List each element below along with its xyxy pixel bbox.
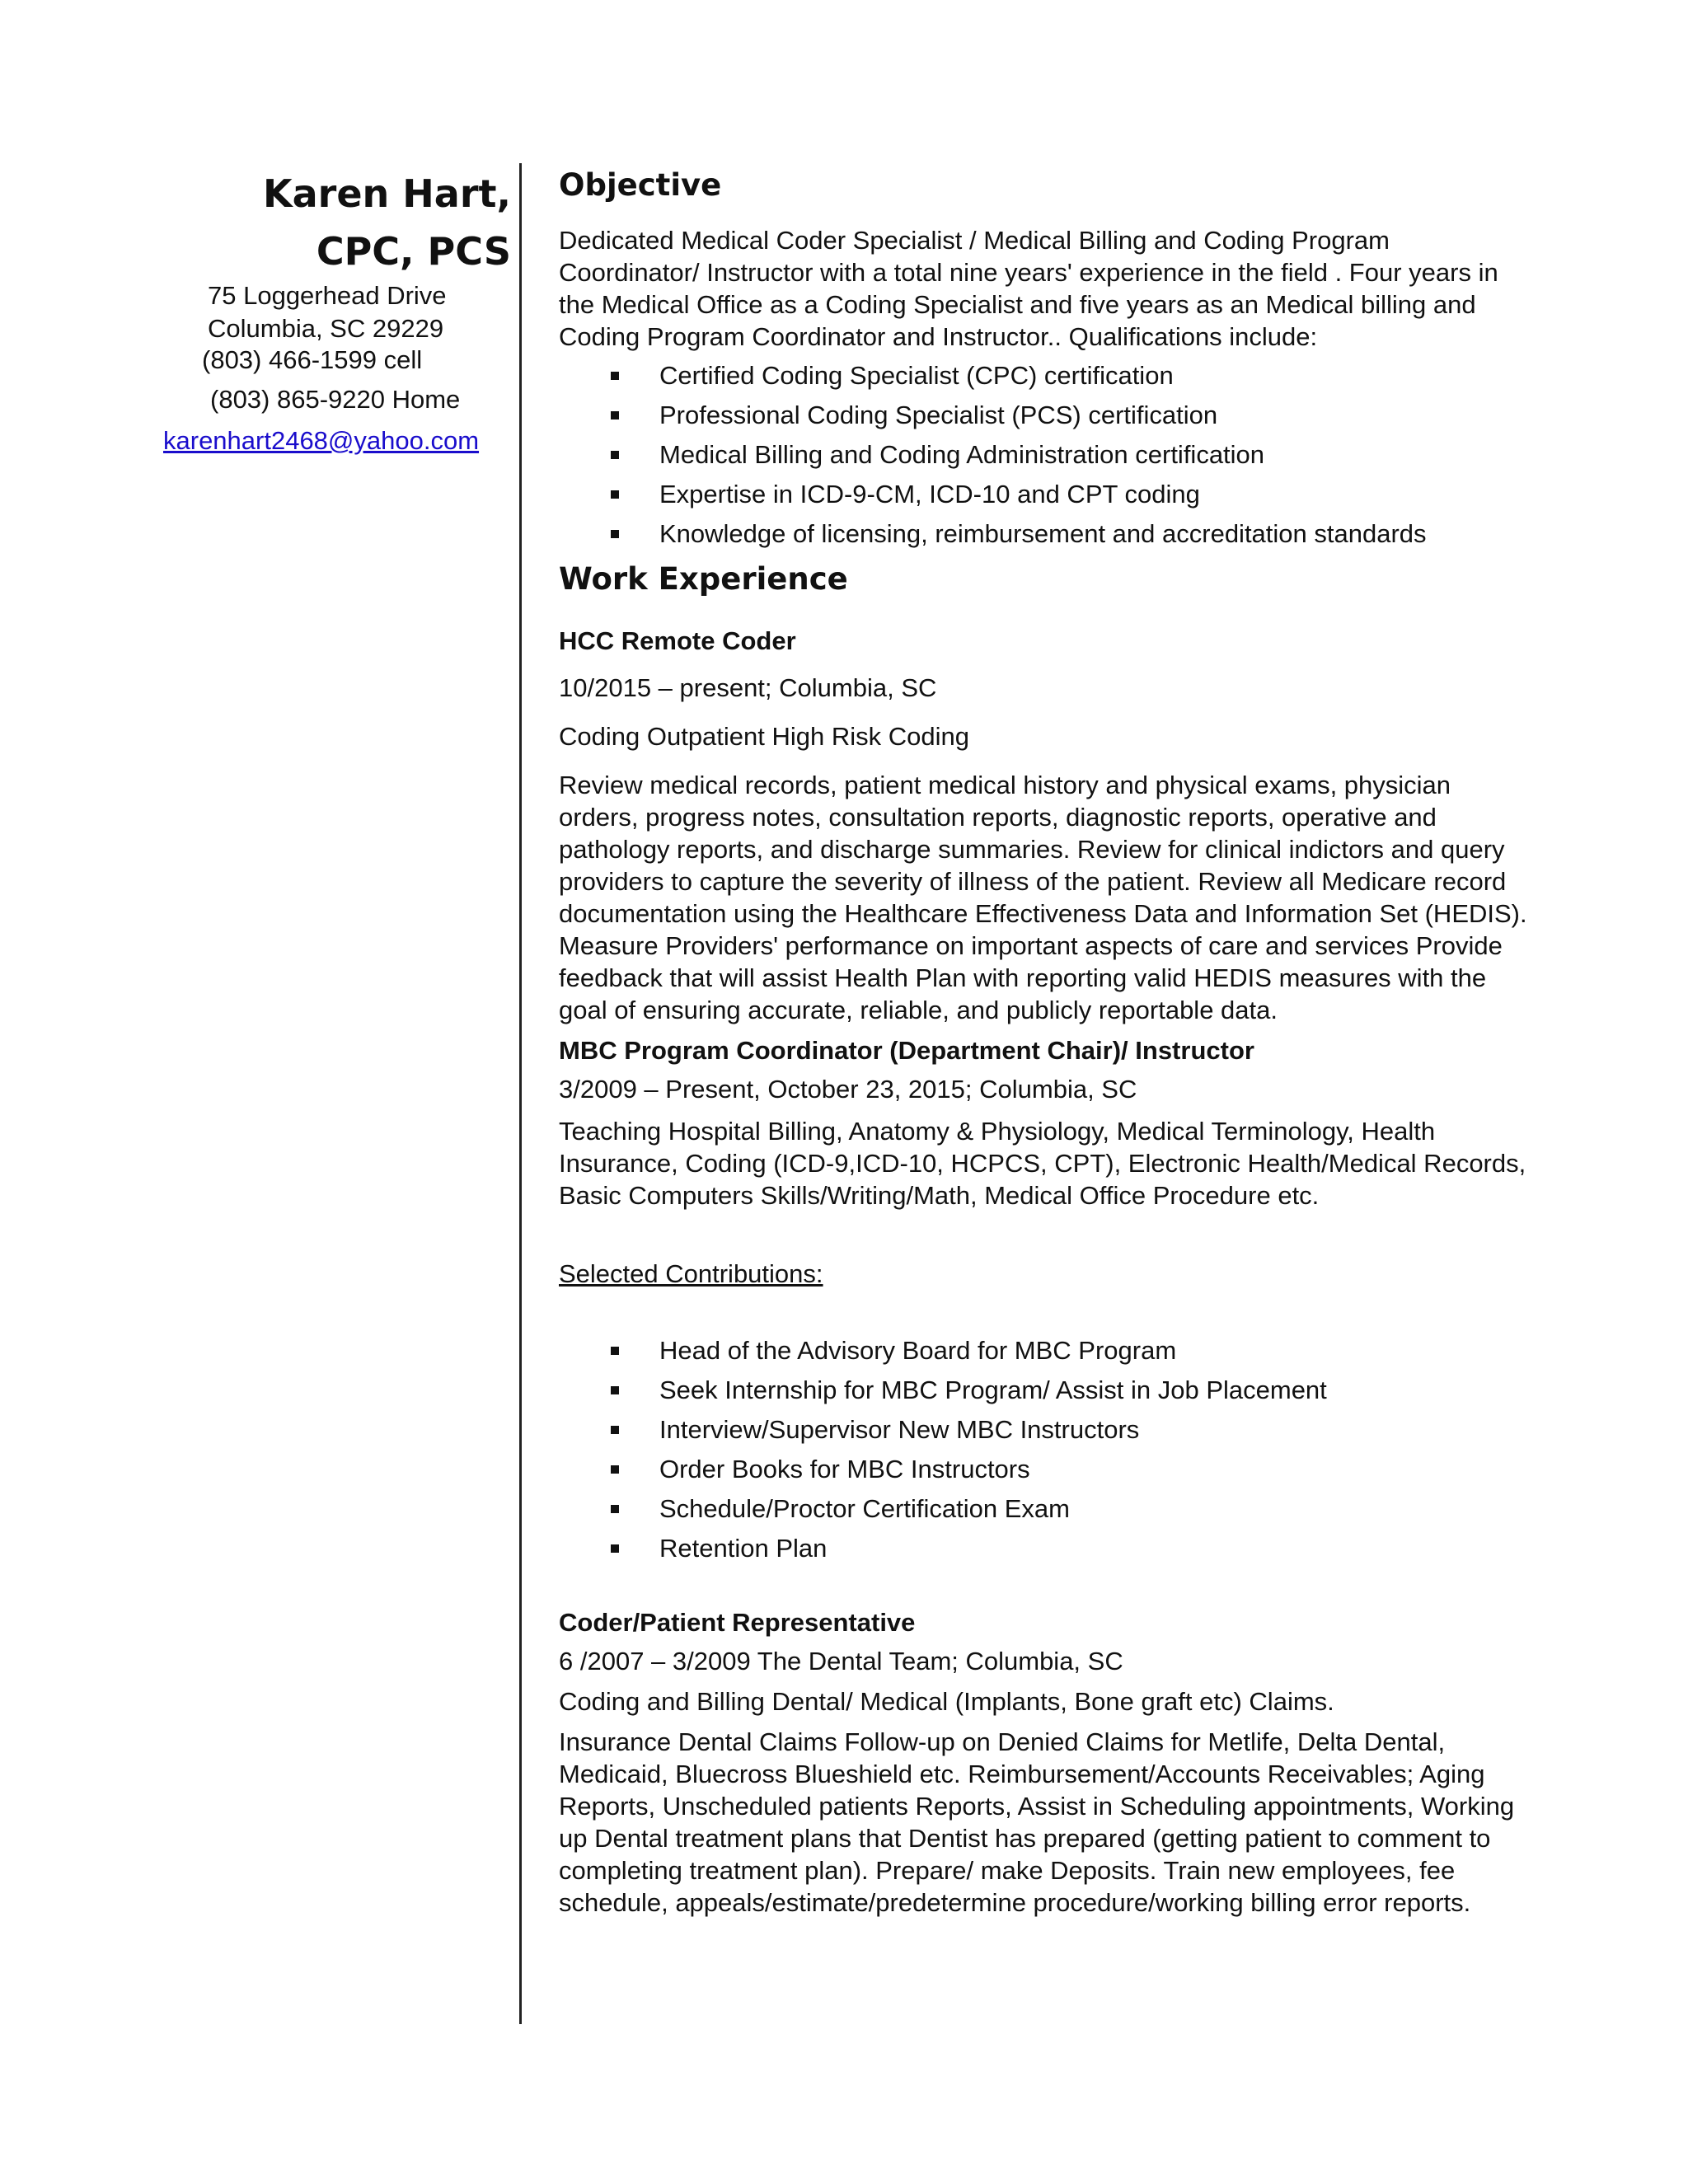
objective-summary: Dedicated Medical Coder Specialist / Medical Billing and Coding Program Coordinator/ Instructor with a total nine years' experience in the field . Four years in the Medical Office as a Coding Specialist and five years as an Medical billing and Coding Program Coordinator and Instructor.. Qualifications include: <box>559 226 1498 351</box>
job-dates: 6 /2007 – 3/2009 The Dental Team; Columbia, SC <box>559 1647 1123 1675</box>
list-item: Schedule/Proctor Certification Exam <box>559 1489 1531 1529</box>
phone-cell: (803) 466-1599 cell <box>202 345 423 374</box>
job-description: Review medical records, patient medical history and physical exams, physician orders, progress notes, consultation reports, diagnostic reports, operative and pathology reports, and discharge summaries. Review for clinical indictors and query providers to capture the severity of illness of the patient. Review all Medicare record documentation using the Healthcare Effectiveness Data and Information Set (HEDIS). Measure Providers' performance on important aspects of care and services Provide feedback that will assist Health Plan with reporting valid HEDIS measures with the goal of ensuring accurate, reliable, and publicly reportable data. <box>559 771 1527 1024</box>
list-item: Medical Billing and Coding Administration certification <box>559 435 1531 475</box>
job-title: MBC Program Coordinator (Department Chair)/ Instructor <box>559 1036 1254 1065</box>
name-line-2: CPC, PCS <box>316 229 511 274</box>
job-description: Teaching Hospital Billing, Anatomy & Physiology, Medical Terminology, Health Insurance, Coding (ICD-9,ICD-10, HCPCS, CPT), Electronic Health/Medical Records, Basic Computers Skills/Writing/Math, Medical Office Procedure etc. <box>559 1117 1526 1210</box>
name-line-1: Karen Hart, <box>262 171 511 216</box>
list-item: Knowledge of licensing, reimbursement and accreditation standards <box>559 514 1531 554</box>
contributions-heading: Selected Contributions: <box>559 1259 823 1288</box>
main-content <box>559 165 1531 1919</box>
list-item: Seek Internship for MBC Program/ Assist in Job Placement <box>559 1371 1531 1410</box>
list-item: Certified Coding Specialist (CPC) certification <box>559 356 1531 396</box>
objective-heading: Objective <box>559 167 722 203</box>
list-item: Head of the Advisory Board for MBC Program <box>559 1331 1531 1371</box>
list-item: Interview/Supervisor New MBC Instructors <box>559 1410 1531 1450</box>
email-link[interactable]: karenhart2468@yahoo.com <box>163 426 480 455</box>
address-line-1: 75 Loggerhead Drive <box>208 281 447 310</box>
contributions-list <box>559 1331 1531 1568</box>
list-item: Professional Coding Specialist (PCS) certification <box>559 396 1531 435</box>
job-dates: 10/2015 – present; Columbia, SC <box>559 673 937 702</box>
job-title: Coder/Patient Representative <box>559 1608 916 1637</box>
phone-home: (803) 865-9220 Home <box>210 385 461 414</box>
job-subtitle: Coding Outpatient High Risk Coding <box>559 722 969 751</box>
job-dates: 3/2009 – Present, October 23, 2015; Columbia, SC <box>559 1075 1137 1104</box>
name-block <box>124 165 511 280</box>
job-title: HCC Remote Coder <box>559 626 796 655</box>
job-description: Insurance Dental Claims Follow-up on Denied Claims for Metlife, Delta Dental, Medicaid, Bluecross Blueshield etc. Reimbursement/Accounts Receivables; Aging Reports, Unscheduled patients Reports, Assist in Scheduling appointments, Working up Dental treatment plans that Dentist has prepared (getting patient to comment to completing treatment plan). Prepare/ make Deposits. Train new employees, fee schedule, appeals/estimate/predetermine procedure/working billing error reports. <box>559 1727 1515 1917</box>
address-line-2: Columbia, SC 29229 <box>208 314 444 343</box>
list-item: Expertise in ICD-9-CM, ICD-10 and CPT coding <box>559 475 1531 514</box>
qualifications-list <box>559 356 1531 554</box>
list-item: Order Books for MBC Instructors <box>559 1450 1531 1489</box>
list-item: Retention Plan <box>559 1529 1531 1568</box>
job-subtitle: Coding and Billing Dental/ Medical (Implants, Bone graft etc) Claims. <box>559 1687 1334 1716</box>
column-divider <box>519 163 522 2024</box>
work-experience-heading: Work Experience <box>559 561 848 597</box>
